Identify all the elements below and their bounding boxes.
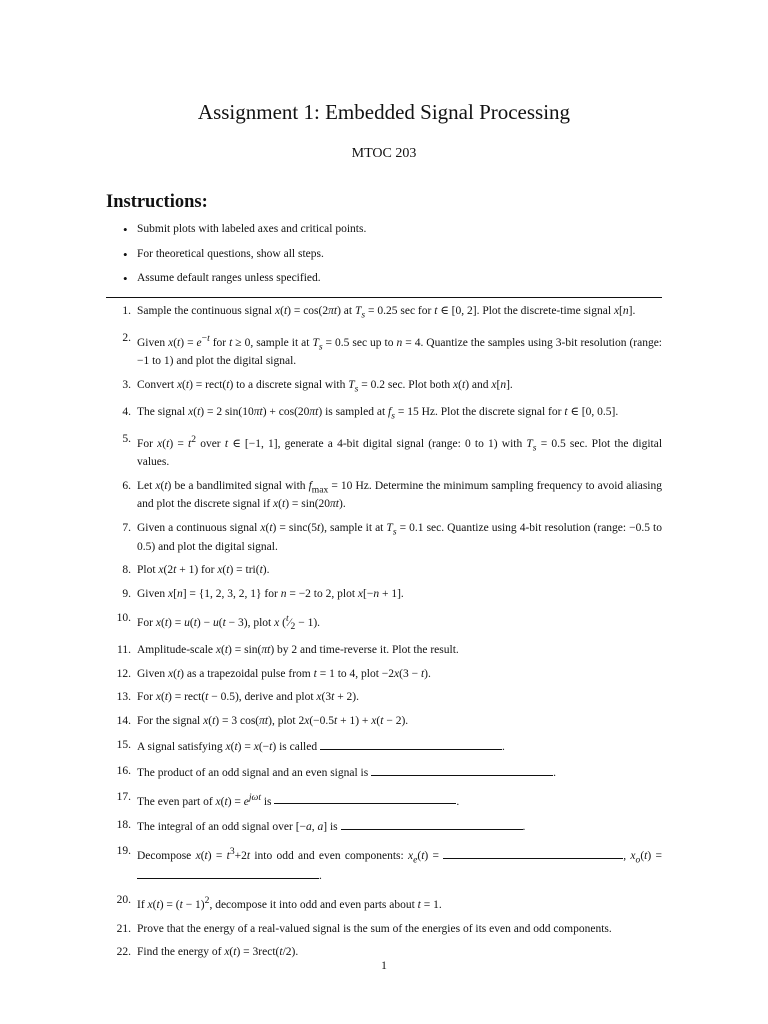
question-number: 4. xyxy=(122,406,131,419)
question-number: 12. xyxy=(116,667,131,680)
question-list xyxy=(106,304,662,969)
question-text: For the signal x(t) = 3 cos(πt), plot 2x(−0.5t + 1) + x(t − 2). xyxy=(137,715,409,728)
question-number: 21. xyxy=(116,922,131,935)
question-text: Find the energy of x(t) = 3rect(t/2). xyxy=(137,946,299,959)
question-text: For $x(t) = t^2$ over t ∈ [−1, 1], generate a 4-bit digital signal (range: 0 to 1) with $T_s = 0.5$ sec. Plot the digital values. xyxy=(137,434,663,469)
question-number: 17. xyxy=(116,790,131,803)
question-text: For x(t) = u(t) − u(t − 3), plot x $(^t⁄_2 - 1)$. xyxy=(137,612,321,633)
course-code: MTOC 203 xyxy=(351,146,417,161)
question-number: 19. xyxy=(116,845,131,858)
question-text: The product of an odd signal and an even signal is . xyxy=(137,764,662,781)
question-text: The even part of $x(t) = e^{j\omega t}$ is . xyxy=(137,791,460,808)
question-item xyxy=(106,790,662,810)
question-item xyxy=(106,479,662,512)
question-text: Given x(t) as a trapezoidal pulse from t = 1 to 4, plot −2x(3 − t). xyxy=(137,667,431,680)
question-number: 15. xyxy=(116,739,131,752)
question-item xyxy=(106,611,662,634)
page-title: Assignment 1: Embedded Signal Processing xyxy=(197,100,571,124)
question-item xyxy=(106,764,662,781)
question-text: Given a continuous signal x(t) = sinc(5t), sample it at $T_s = 0.1$ sec. Quantize using 4-bit resolution (range: −0.5 to 0.5) and plot the digital signal. xyxy=(137,522,663,553)
answer-blank[interactable] xyxy=(341,818,523,830)
question-number: 14. xyxy=(116,715,131,728)
question-number: 8. xyxy=(122,564,131,577)
answer-blank[interactable] xyxy=(274,792,456,804)
instruction-item: • For theoretical questions, show all steps. xyxy=(106,247,662,272)
answer-blank[interactable] xyxy=(443,847,623,859)
page-number: 1 xyxy=(381,960,387,972)
instructions-heading: Instructions: xyxy=(106,192,208,212)
question-number: 2. xyxy=(122,332,131,345)
question-text: If $x(t) = (t - 1)^2$, decompose it into odd and even parts about t = 1. xyxy=(137,894,442,911)
question-number: 20. xyxy=(116,893,131,906)
question-item xyxy=(106,714,662,729)
instruction-item: • Assume default ranges unless specified. xyxy=(106,271,662,296)
question-number: 3. xyxy=(122,379,131,392)
question-text: Let x(t) be a bandlimited signal with $f_{max} = 10$ Hz. Determine the minimum sampling frequency to avoid aliasing and plot the discrete signal if x(t) = sin(20πt). xyxy=(137,480,662,511)
question-item xyxy=(106,378,662,396)
question-number: 7. xyxy=(122,522,131,535)
question-text: Plot x(2t + 1) for x(t) = tri(t). xyxy=(137,564,270,577)
question-number: 18. xyxy=(116,819,131,832)
question-text: Convert x(t) = rect(t) to a discrete signal with $T_s = 0.2$ sec. Plot both x(t) and x[n]. xyxy=(137,379,513,395)
question-number: 16. xyxy=(116,764,131,777)
question-item xyxy=(106,521,662,554)
question-text: Given x[n] = {1, 2, 3, 2, 1} for n = −2 to 2, plot x[−n + 1]. xyxy=(137,588,404,601)
question-item xyxy=(106,331,662,369)
question-item xyxy=(106,893,662,913)
question-number: 13. xyxy=(116,691,131,704)
question-number: 11. xyxy=(117,643,131,656)
question-item xyxy=(106,304,662,322)
question-item xyxy=(106,690,662,705)
question-item xyxy=(106,643,662,658)
question-number: 1. xyxy=(122,305,131,317)
question-item xyxy=(106,563,662,578)
question-item xyxy=(106,818,662,835)
question-item xyxy=(106,667,662,682)
question-text: For x(t) = rect(t − 0.5), derive and plot x(3t + 2). xyxy=(137,691,360,704)
section-divider xyxy=(106,297,662,298)
question-text: A signal satisfying x(t) = x(−t) is called . xyxy=(137,738,662,755)
question-number: 9. xyxy=(122,588,131,601)
question-text: Amplitude-scale x(t) = sin(πt) by 2 and time-reverse it. Plot the result. xyxy=(137,643,459,656)
question-item xyxy=(106,405,662,423)
question-item xyxy=(106,945,662,960)
question-number: 22. xyxy=(116,946,131,959)
question-text: Prove that the energy of a real-valued signal is the sum of the energies of its even and odd components. xyxy=(137,922,612,935)
question-item xyxy=(106,844,662,884)
question-item xyxy=(106,432,662,470)
answer-blank[interactable] xyxy=(320,738,502,750)
question-text: The signal x(t) = 2 sin(10πt) + cos(20πt) is sampled at $f_s = 15$ Hz. Plot the discrete signal for t ∈ [0, 0.5]. xyxy=(137,406,619,422)
question-number: 5. xyxy=(122,433,131,446)
question-item xyxy=(106,922,662,937)
question-text: Sample the continuous signal x(t) = cos(2πt) at $T_s = 0.25$ sec for t ∈ [0, 2]. Plot the discrete-time signal x[n]. xyxy=(137,305,636,321)
instruction-item: • Submit plots with labeled axes and critical points. xyxy=(106,222,662,247)
question-item xyxy=(106,738,662,755)
answer-blank[interactable] xyxy=(371,764,553,776)
question-item xyxy=(106,587,662,602)
instructions-list xyxy=(106,222,662,296)
question-text: Given $x(t) = e^{-t}$ for t ≥ 0, sample it at $T_s = 0.5$ sec up to n = 4. Quantize the samples using 3-bit resolution (range: −1 to 1) and plot the digital signal. xyxy=(137,333,663,368)
question-number: 10. xyxy=(116,611,131,624)
question-text: The integral of an odd signal over [−a, a] is . xyxy=(137,818,662,835)
question-text: Decompose $x(t) = t^3+2t$ into odd and even components: $x_e(t)$ = , $x_o(t)$ = . xyxy=(137,846,662,883)
question-number: 6. xyxy=(122,480,131,493)
answer-blank[interactable] xyxy=(137,867,319,879)
